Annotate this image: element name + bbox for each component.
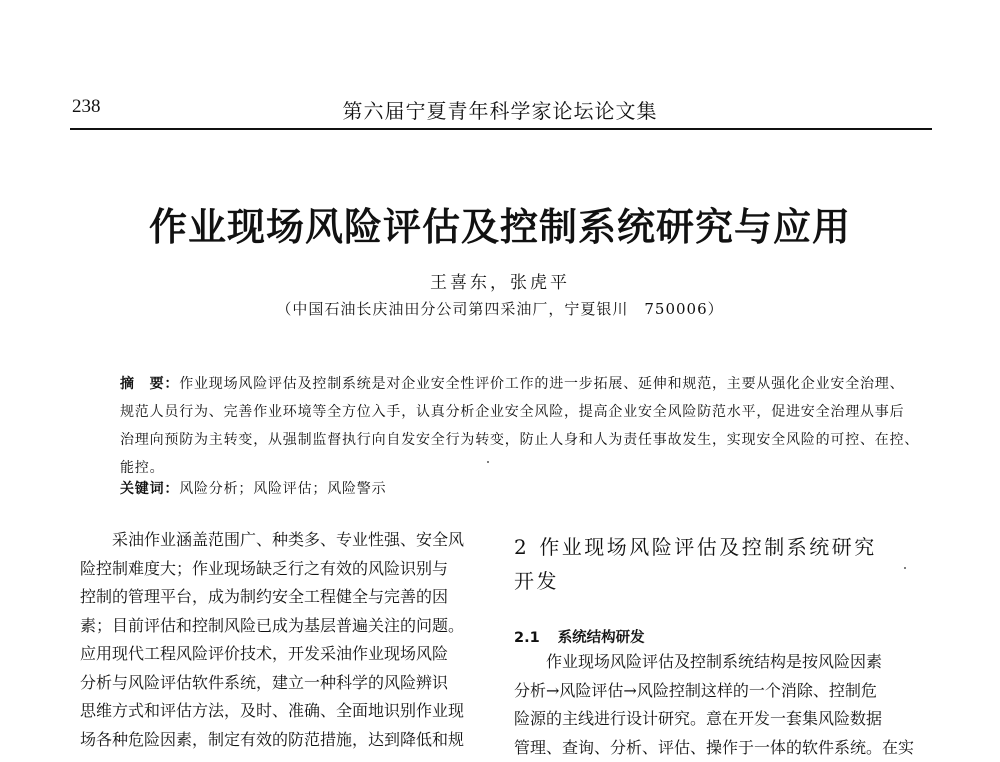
abstract — [120, 370, 900, 482]
authors: 王喜东，张虎平 — [0, 268, 1000, 293]
abstract-line-1 — [120, 370, 900, 398]
section-2-1-heading — [514, 626, 645, 647]
affiliation: （中国石油长庆油田分公司第四采油厂，宁夏银川 750006） — [0, 298, 1000, 319]
header-rule — [70, 128, 932, 130]
section-2-title-1: 作业现场风险评估及控制系统研究 — [539, 535, 877, 559]
body-line: 采油作业涵盖范围广、种类多、专业性强、安全风 — [80, 526, 500, 555]
body-line: 险源的主线进行设计研究。意在开发一套集风险数据 — [514, 705, 934, 734]
keywords-text: 风险分析；风险评估；风险警示 — [179, 481, 386, 497]
abstract-text: 作业现场风险评估及控制系统是对企业安全性评价工作的进一步拓展、延伸和规范，主要从强化企业安全治理、 — [179, 376, 904, 392]
left-column-body — [80, 526, 500, 754]
section-2-1-number: 2.1 — [514, 630, 540, 646]
keywords — [120, 478, 386, 498]
body-line: 管理、查询、分析、评估、操作于一体的软件系统。在实 — [514, 734, 934, 762]
body-line: 分析→风险评估→风险控制这样的一个消除、控制危 — [514, 677, 934, 706]
body-line: 场各种危险因素，制定有效的防范措施，达到降低和规 — [80, 726, 500, 755]
body-line: 应用现代工程风险评价技术，开发采油作业现场风险 — [80, 640, 500, 669]
body-line: 分析与风险评估软件系统，建立一种科学的风险辨识 — [80, 669, 500, 698]
body-line: 思维方式和评估方法，及时、准确、全面地识别作业现 — [80, 697, 500, 726]
body-line: 险控制难度大；作业现场缺乏行之有效的风险识别与 — [80, 555, 500, 584]
section-2-1-title: 系统结构研发 — [558, 630, 645, 646]
abstract-label: 摘 要： — [120, 376, 179, 392]
abstract-line-2: 规范人员行为、完善作业环境等全方位入手，认真分析企业安全风险，提高企业安全风险防范水平，促进安全治理从事后 — [120, 398, 900, 426]
section-2-heading — [514, 530, 934, 598]
section-2-heading-line-2: 开发 — [514, 564, 934, 598]
abstract-line-4: 能控。 — [120, 454, 900, 482]
section-2-number: 2 — [514, 535, 529, 559]
keywords-label: 关键词： — [120, 481, 179, 497]
right-column-body — [514, 648, 934, 762]
running-title: 第六届宁夏青年科学家论坛论文集 — [0, 95, 1000, 124]
body-line: 控制的管理平台，成为制约安全工程健全与完善的因 — [80, 583, 500, 612]
body-line: 作业现场风险评估及控制系统结构是按风险因素 — [514, 648, 934, 677]
scan-speck — [487, 461, 489, 463]
section-2-heading-line-1 — [514, 530, 934, 564]
page-number: 238 — [72, 96, 101, 118]
paper-title: 作业现场风险评估及控制系统研究与应用 — [0, 196, 1000, 251]
abstract-line-3: 治理向预防为主转变，从强制监督执行向自发安全行为转变，防止人身和人为责任事故发生，实现安全风险的可控、在控、 — [120, 426, 900, 454]
body-line: 素；目前评估和控制风险已成为基层普遍关注的问题。 — [80, 612, 500, 641]
